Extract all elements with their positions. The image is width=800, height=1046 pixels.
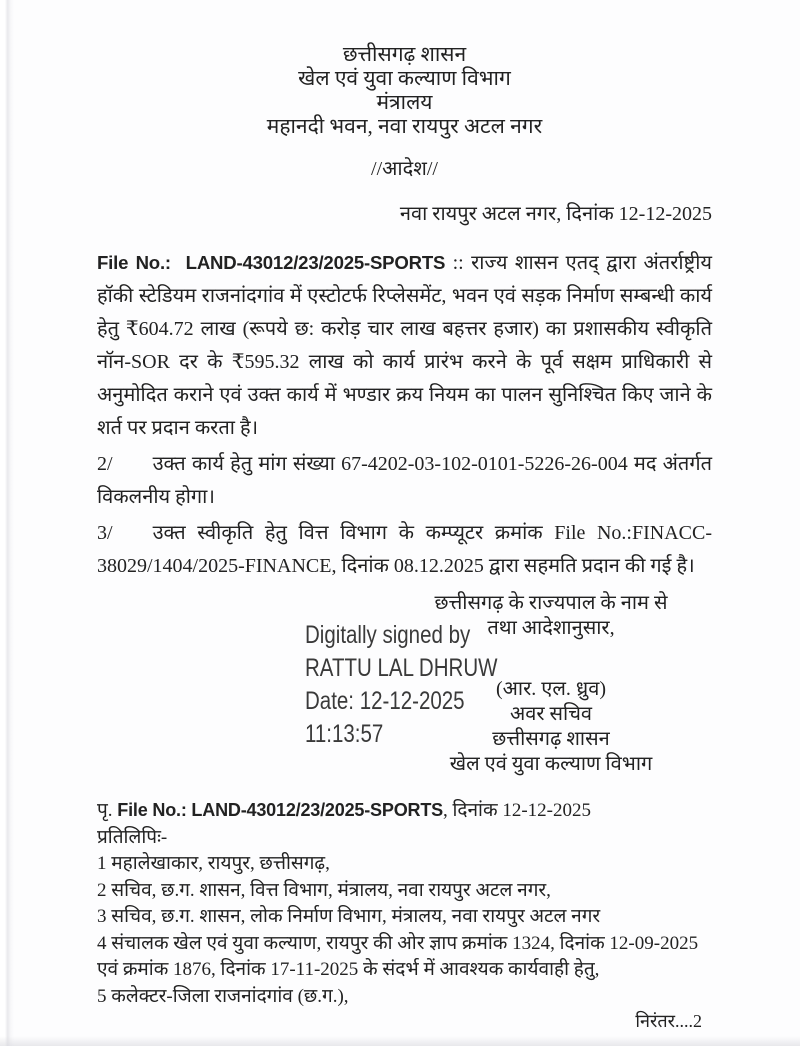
ministry-line: मंत्रालय bbox=[376, 90, 433, 114]
sanction-text: राज्य शासन एतद् द्वारा अंतर्राष्ट्रीय हॉकी स्टेडियम राजनांदगांव में एस्टोटर्फ रिप्लेसमेंट, भवन एवं सड़क निर्माण सम्बन्धी कार्य हेतु ₹604.72 लाख (रूपये छ: करोड़ चार लाख बहत्तर हजार) का प्रशासकीय स्वीकृति नॉन-SOR दर के ₹595.32 लाख को कार्य प्रारंभ करने के पूर्व सक्षम प्राधिकारी से अनुमोदित कराने एवं उक्त कार्य में भण्डार क्रय नियम का पालन सुनिश्चित किए जाने के शर्त पर प्रदान करता है। bbox=[97, 252, 713, 439]
letterhead bbox=[97, 42, 712, 138]
paragraph-3 bbox=[97, 517, 712, 583]
authority-identity bbox=[425, 677, 677, 777]
authority-name: (आर. एल. ध्रुव) bbox=[496, 678, 606, 700]
signature-date: Date: 12-12-2025 bbox=[305, 687, 465, 715]
continuation-note: निरंतर....2 bbox=[635, 1011, 702, 1031]
authority-govt: छत्तीसगढ़ शासन bbox=[492, 728, 610, 750]
address-line: महानदी भवन, नवा रायपुर अटल नगर bbox=[266, 114, 543, 138]
place-date-line: नवा रायपुर अटल नगर, दिनांक 12-12-2025 bbox=[399, 203, 712, 225]
copy-list-item: 5 कलेक्टर-जिला राजनांदगांव (छ.ग.), bbox=[97, 985, 349, 1007]
on-behalf-line-1: छत्तीसगढ़ के राज्यपाल के नाम से bbox=[434, 592, 668, 614]
copy-list-item: 2 सचिव, छ.ग. शासन, वित्त विभाग, मंत्रालय, नवा रायपुर अटल नगर, bbox=[97, 879, 551, 901]
on-behalf-text bbox=[425, 591, 677, 641]
paragraph-3-text: उक्त स्वीकृति हेतु वित्त विभाग के कम्प्यूटर क्रमांक File No.:FINACC-38029/1404/2025-FINANCE, दिनांक 08.12.2025 द्वारा सहमति प्रदान की गई है। bbox=[97, 522, 712, 577]
order-heading: //आदेश// bbox=[371, 158, 438, 180]
department-name: खेल एवं युवा कल्याण विभाग bbox=[298, 66, 511, 90]
copy-list-item: 4 संचालक खेल एवं युवा कल्याण, रायपुर की ओर ज्ञाप क्रमांक 1324, दिनांक 12-09-2025 एवं क्रमांक 1876, दिनांक 17-11-2025 के संदर्भ में आवश्यक कार्यवाही हेतु, bbox=[97, 932, 699, 980]
paragraph-3-number: 3/ bbox=[97, 522, 113, 544]
on-behalf-line-2: तथा आदेशानुसार, bbox=[487, 617, 615, 639]
org-name: छत्तीसगढ़ शासन bbox=[342, 42, 467, 66]
endorsement-file-line bbox=[97, 797, 712, 825]
signature-block bbox=[97, 591, 712, 783]
paragraph-2-number: 2/ bbox=[97, 453, 113, 475]
endorsement-date: , दिनांक 12-12-2025 bbox=[443, 800, 591, 821]
signing-authority bbox=[425, 591, 677, 777]
scan-edge-bottom bbox=[0, 1036, 800, 1046]
endorsement-section bbox=[97, 797, 712, 1035]
copy-to-label: प्रतिलिपिः- bbox=[97, 826, 168, 848]
paragraph-2 bbox=[97, 448, 712, 514]
authority-dept: खेल एवं युवा कल्याण विभाग bbox=[449, 753, 653, 775]
paragraph-2-text: उक्त कार्य हेतु मांग संख्या 67-4202-03-102-0101-5226-26-004 मद अंतर्गत विकलनीय होगा। bbox=[97, 453, 712, 508]
authority-designation: अवर सचिव bbox=[509, 703, 593, 725]
separator: :: bbox=[452, 252, 464, 274]
copy-list-item: 3 सचिव, छ.ग. शासन, लोक निर्माण विभाग, मंत्रालय, नवा रायपुर अटल नगर bbox=[97, 906, 601, 927]
endorsement-file-number: File No.: LAND-43012/23/2025-SPORTS bbox=[117, 800, 443, 820]
signer-name: RATTU LAL DHRUW bbox=[305, 654, 498, 682]
file-number: LAND-43012/23/2025-SPORTS bbox=[185, 252, 446, 273]
endorsement-prefix: पृ. bbox=[97, 800, 113, 821]
signature-time: 11:13:57 bbox=[305, 720, 384, 748]
copy-list-item: 1 महालेखाकार, रायपुर, छत्तीसगढ़, bbox=[97, 853, 330, 874]
digital-signed-by: Digitally signed by bbox=[305, 621, 471, 649]
file-number-label: File No.: bbox=[97, 252, 171, 273]
sanction-paragraph bbox=[97, 246, 712, 445]
